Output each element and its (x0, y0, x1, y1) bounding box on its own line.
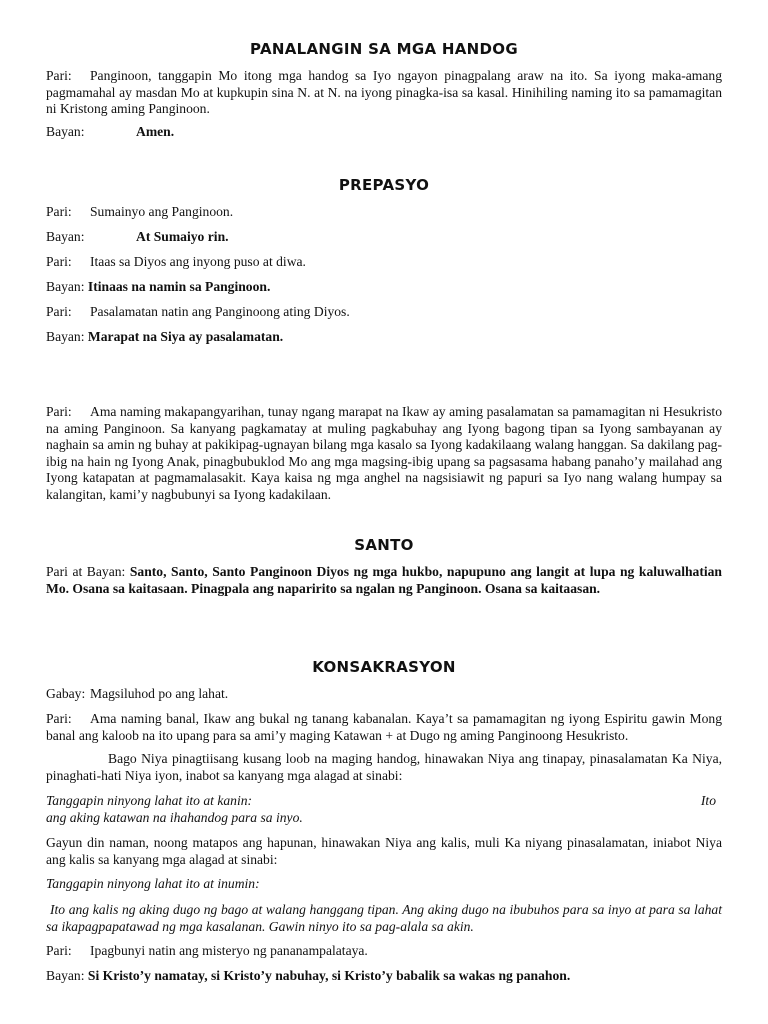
heading-prepasyo: PREPASYO (338, 176, 430, 194)
handog-bayan-line (46, 124, 722, 141)
speaker-label: Pari: (46, 943, 72, 958)
prepasyo-prayer-text: Ama naming makapangyarihan, tunay ngang marapat na Ikaw ay aming pasalamatan sa pamamagitan ni Hesukristo na aming Panginoon. Sa kanyang pagkamatay at muling pagkabuhay ang Iyong bagong tipan sa Iyong sambayanan ay naghain sa amin ng buhay at pakikipag-ugnayan bilang mga kasalo sa Iyong kadakilaang walang hanggan. Sa dakilang pag-ibig na hain ng Iyong Anak, pinagbubuklod Mo ang mga magsing-ibig upang sa pagsasama habang panaho’y mailahad ang Iyong katapatan at pagmamalasakit. Kaya kaisa ng mga anghel na nagsisiawit ng papuri sa Iyo nang walang humpay sa kalangitan, kami’y nagbubunyi sa Iyong kadakilaan. (46, 404, 722, 502)
prepasyo-line-text: Marapat na Siya ay pasalamatan. (87, 329, 284, 344)
speaker-label: Pari: (46, 254, 72, 269)
prepasyo-line-text: Pasalamatan natin ang Panginoong ating Diyos. (90, 304, 350, 319)
konsakrasyon-bayan-text: Si Kristo’y namatay, si Kristo’y nabuhay, si Kristo’y babalik sa wakas ng panahon. (87, 968, 571, 983)
santo-text: Santo, Santo, Santo Panginoon Diyos ng mga hukbo, napupuno ang langit at lupa ng kaluwalhatian Mo. Osana sa kaitasaan. Pinagpala ang naparirito sa ngalan ng Panginoon. Osana sa kaitaasan. (46, 564, 722, 596)
speaker-label: Bayan: (46, 329, 85, 344)
speaker-label: Pari: (46, 68, 72, 83)
prepasyo-line-text: Itaas sa Diyos ang inyong puso at diwa. (90, 254, 306, 269)
speaker-label: Gabay: (46, 686, 86, 701)
konsakrasyon-narration-1: Bago Niya pinagtiisang kusang loob na maging handog, hinawakan Niya ang tinapay, pinasalamatan Ka Niya, pinaghati-hati Niya iyon, inabot sa kanyang mga alagad at sinabi: (46, 751, 722, 783)
konsakrasyon-bayan-line (46, 968, 722, 985)
words-bread-line2: ang aking katawan na ihahandog para sa inyo. (46, 809, 303, 825)
konsakrasyon-pari-text: Ama naming banal, Ikaw ang bukal ng tanang kabanalan. Kaya’t sa pamamagitan ng iyong Espiritu gawin Mong banal ang kaloob na ito upang para sa ami’y maging Katawan + at Dugo ng aming Panginoong Hesukristo. (46, 711, 722, 743)
prepasyo-line-text: Sumainyo ang Panginoon. (90, 204, 234, 219)
konsakrasyon-words-cup-intro: Tanggapin ninyong lahat ito at inumin: (46, 876, 260, 891)
speaker-label: Pari: (46, 304, 72, 319)
prepasyo-line (46, 204, 722, 221)
heading-santo: SANTO (354, 536, 414, 554)
speaker-label: Pari: (46, 711, 72, 726)
prepasyo-line-text: At Sumaiyo rin. (136, 229, 229, 244)
heading-handog: PANALANGIN SA MGA HANDOG (250, 40, 518, 58)
prepasyo-line (46, 304, 722, 321)
speaker-label: Bayan: (46, 279, 85, 294)
konsakrasyon-gabay-line (46, 686, 722, 703)
speaker-label: Pari: (46, 204, 72, 219)
handog-pari-text: Panginoon, tanggapin Mo itong mga handog sa Iyo ngayon pinagpalang araw na ito. Sa iyong maka-amang pagmamahal ay masdan Mo at kupkupin sina N. at N. na iyong pinagka-isa sa kasal. Hinihiling naming ito sa pamamagitan ni Kristong aming Panginoon. (46, 68, 722, 116)
handog-pari-paragraph (46, 68, 722, 118)
prepasyo-line-text: Itinaas na namin sa Panginoon. (87, 279, 271, 294)
speaker-label: Bayan: (46, 968, 85, 983)
prepasyo-line (46, 254, 722, 271)
handog-bayan-text: Amen. (136, 124, 175, 139)
konsakrasyon-pari-paragraph (46, 711, 722, 744)
konsakrasyon-gabay-text: Magsiluhod po ang lahat. (90, 686, 229, 701)
speaker-label: Pari at Bayan: (46, 564, 126, 579)
prepasyo-line (46, 279, 722, 296)
speaker-label: Pari: (46, 404, 72, 419)
prepasyo-line (46, 229, 722, 246)
words-bread-line1: Tanggapin ninyong lahat ito at kanin: (46, 793, 253, 808)
konsakrasyon-narration-2: Gayun din naman, noong matapos ang hapunan, hinawakan Niya ang kalis, muli Ka niyang pinasalamatan, iniabot Niya ang kalis sa kanyang mga alagad at sinabi: (46, 835, 722, 867)
heading-konsakrasyon: KONSAKRASYON (312, 658, 456, 676)
konsakrasyon-words-bread (46, 793, 722, 826)
prepasyo-line (46, 329, 722, 346)
speaker-label: Bayan: (46, 229, 85, 244)
konsakrasyon-words-cup: Ito ang kalis ng aking dugo ng bago at walang hanggang tipan. Ang aking dugo na ibubuhos para sa inyo at para sa lahat sa ikapagpapatawad ng mga kasalanan. Gawin ninyo ito sa pag-alala sa akin. (46, 902, 722, 934)
prepasyo-prayer-paragraph (46, 404, 722, 503)
speaker-label: Bayan: (46, 124, 85, 139)
words-bread-ito: Ito (700, 793, 716, 808)
konsakrasyon-pari2-line (46, 943, 722, 960)
konsakrasyon-pari2-text: Ipagbunyi natin ang misteryo ng pananampalataya. (90, 943, 368, 958)
santo-paragraph (46, 564, 722, 597)
